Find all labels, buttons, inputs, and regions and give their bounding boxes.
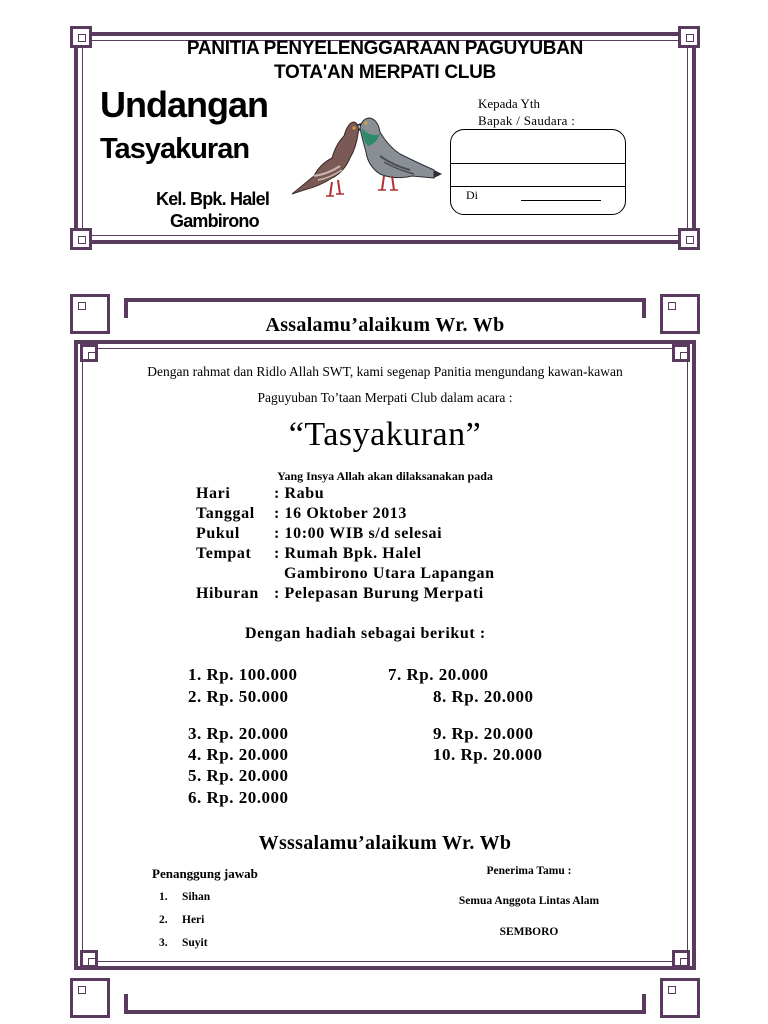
detail-pukul-value: : 10:00 WIB s/d selesai: [274, 525, 443, 542]
host-line-1: Kel. Bpk. Halel: [156, 189, 270, 209]
intro-line-2: Paguyuban To’taan Merpati Club dalam acara :: [257, 390, 513, 405]
detail-tempat-label: Tempat: [196, 545, 252, 562]
intro-line-1: Dengan rahmat dan Ridlo Allah SWT, kami segenap Panitia mengundang kawan-kawan: [147, 364, 623, 379]
prize-item: 5. Rp. 20.000: [188, 766, 289, 785]
prizes-heading: Dengan hadiah sebagai berikut :: [245, 625, 486, 642]
detail-hari-value: : Rabu: [274, 485, 325, 502]
responsible-number: 3.: [159, 937, 168, 949]
event-title: “Tasyakuran”: [288, 416, 482, 453]
prize-item: 10. Rp. 20.000: [433, 745, 543, 764]
greeting: Assalamu’alaikum Wr. Wb: [265, 314, 505, 336]
committee-line-1: PANITIA PENYELENGGARAAN PAGUYUBAN: [186, 38, 584, 59]
address-line: [451, 163, 625, 164]
corner-ornament: [70, 228, 92, 250]
reception-line-1: Semua Anggota Lintas Alam: [458, 895, 600, 907]
detail-hiburan-label: Hiburan: [196, 585, 259, 602]
corner-ornament: [678, 228, 700, 250]
prize-item: 2. Rp. 50.000: [188, 687, 289, 706]
closing-greeting: Wsssalamu’alaikum Wr. Wb: [258, 832, 512, 854]
detail-tempat-value-2: Gambirono Utara Lapangan: [284, 565, 495, 582]
detail-pukul-label: Pukul: [196, 525, 240, 542]
address-line: [451, 186, 625, 187]
prize-item: 6. Rp. 20.000: [188, 788, 289, 807]
host-line-2: Gambirono: [170, 211, 259, 231]
detail-tempat-value: : Rumah Bpk. Halel: [274, 545, 422, 562]
corner-ornament: [660, 978, 700, 1018]
corner-ornament: [678, 26, 700, 48]
pigeon-right-icon: [356, 118, 442, 190]
corner-ornament: [80, 344, 98, 362]
corner-ornament: [70, 978, 110, 1018]
held-on-line: Yang Insya Allah akan dilaksanakan pada: [277, 469, 493, 483]
pigeons-illustration: [284, 114, 444, 206]
prize-item: 1. Rp. 100.000: [188, 665, 298, 684]
recipient-line-2: Bapak / Saudara :: [478, 113, 576, 128]
responsible-heading: Penanggung jawab: [152, 866, 258, 881]
invitation-card: [70, 294, 700, 1018]
address-box: [450, 129, 626, 215]
responsible-name: Heri: [182, 914, 205, 926]
corner-ornament: [672, 950, 690, 968]
detail-tanggal-value: : 16 Oktober 2013: [274, 505, 408, 522]
detail-hiburan-value: : Pelepasan Burung Merpati: [274, 585, 484, 602]
prize-item: 3. Rp. 20.000: [188, 724, 289, 743]
header-card: [70, 26, 700, 250]
corner-ornament: [672, 344, 690, 362]
responsible-number: 2.: [159, 914, 168, 926]
responsible-name: Suyit: [182, 937, 208, 949]
detail-tanggal-label: Tanggal: [196, 505, 255, 522]
title-tasyakuran: Tasyakuran: [100, 133, 250, 165]
responsible-name: Sihan: [182, 891, 211, 903]
reception-heading: Penerima Tamu :: [486, 865, 572, 877]
invitation-frame-bottom: [124, 994, 646, 1014]
recipient-line-1: Kepada Yth: [478, 96, 540, 111]
prize-item: 9. Rp. 20.000: [433, 724, 534, 743]
prize-item: 8. Rp. 20.000: [433, 687, 534, 706]
responsible-number: 1.: [159, 891, 168, 903]
prize-item: 4. Rp. 20.000: [188, 745, 289, 764]
corner-ornament: [80, 950, 98, 968]
pigeon-left-icon: [292, 122, 363, 196]
corner-ornament: [70, 26, 92, 48]
reception-line-2: SEMBORO: [499, 926, 559, 938]
detail-hari-label: Hari: [196, 485, 231, 502]
committee-line-2: TOTA'AN MERPATI CLUB: [274, 62, 496, 83]
prize-item: 7. Rp. 20.000: [388, 665, 489, 684]
title-undangan: Undangan: [100, 84, 268, 125]
address-di-underline: [521, 200, 601, 201]
address-di-label: Di: [466, 188, 478, 202]
